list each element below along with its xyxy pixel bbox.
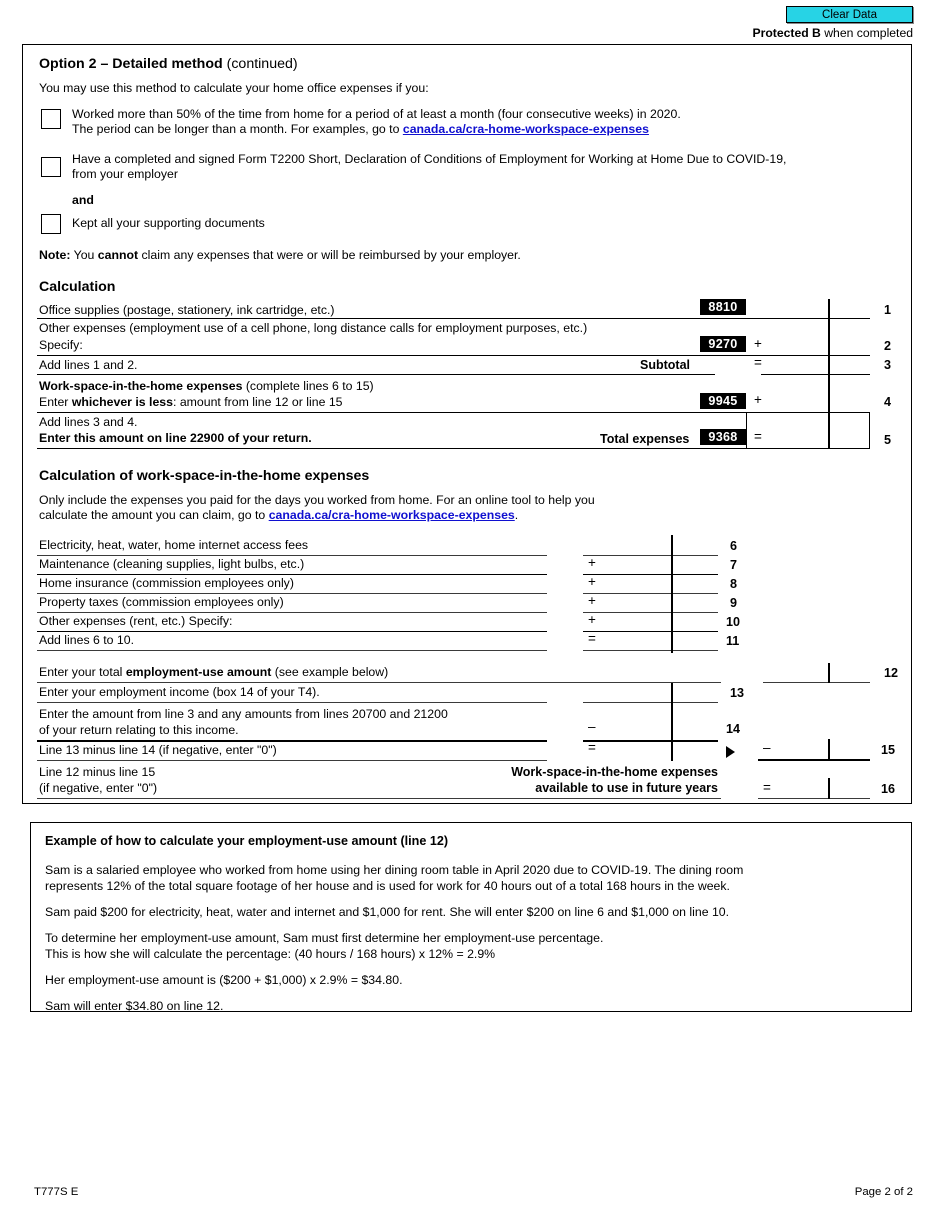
wsith-row8-operator: + bbox=[588, 574, 596, 589]
calculation-heading: Calculation bbox=[39, 279, 116, 295]
wsith-row11-number: 11 bbox=[726, 634, 740, 648]
clear-data-button[interactable] bbox=[786, 6, 913, 23]
calc-row5-amount-box[interactable] bbox=[746, 412, 870, 449]
example-paragraph-3-line2: This is how she will calculate the percentage: (40 hours / 168 hours) x 12% = 2.9% bbox=[45, 947, 496, 961]
calc-row2-code: 9270 bbox=[708, 337, 738, 351]
wsith-row11-rule-left bbox=[37, 650, 547, 651]
wsith-row15-label: Line 13 minus line 14 (if negative, enter "0") bbox=[39, 743, 277, 757]
wsith-row9-rule-left bbox=[37, 612, 547, 613]
checkbox-2-line2: from your employer bbox=[72, 167, 178, 181]
calc-row5-code-box bbox=[700, 429, 746, 445]
example-paragraph-4: Her employment-use amount is ($200 + $1,000) x 2.9% = $34.80. bbox=[45, 973, 403, 987]
wsith-row15-divider bbox=[828, 739, 830, 761]
wsith-row6-rule-left bbox=[37, 555, 547, 556]
calc-row2-code-box bbox=[700, 336, 746, 352]
wsith-row7-rule-right bbox=[583, 574, 718, 575]
calc-row1-code: 8810 bbox=[708, 300, 738, 314]
wsith-row6-label: Electricity, heat, water, home internet access fees bbox=[39, 538, 309, 552]
wsith-row8-number: 8 bbox=[730, 577, 738, 591]
wsith-row12-divider bbox=[828, 663, 830, 683]
option2-intro: You may use this method to calculate your home office expenses if you: bbox=[39, 81, 429, 95]
protected-b-bold: Protected B bbox=[752, 26, 821, 40]
calc-row4-label2-pre: Enter bbox=[39, 395, 72, 409]
protected-b-label bbox=[752, 26, 913, 40]
note-label: Note: bbox=[39, 248, 71, 262]
wsith-row15-number: 15 bbox=[881, 743, 896, 757]
protected-b-rest: when completed bbox=[820, 26, 913, 40]
and-connector: and bbox=[72, 193, 94, 207]
checkbox-1-line1: Worked more than 50% of the time from home for a period of at least a month (four consecutive weeks) in 2020. bbox=[72, 107, 681, 121]
calc-row5-number: 5 bbox=[884, 433, 892, 447]
wsith-intro-line2 bbox=[39, 508, 518, 523]
option2-heading-rest: (continued) bbox=[222, 56, 298, 72]
calc-row5-code: 9368 bbox=[708, 430, 738, 444]
wsith-row9-rule-right bbox=[583, 612, 718, 613]
checkbox-2-line1: Have a completed and signed Form T2200 Short, Declaration of Conditions of Employment for Working at Home Due to COVID-19, bbox=[72, 152, 787, 166]
option2-heading-bold: Option 2 – Detailed method bbox=[39, 56, 223, 72]
calc-row4-label2-rest: : amount from line 12 or line 15 bbox=[172, 395, 343, 409]
calc-row3-rule-right bbox=[761, 374, 870, 375]
page-number-label: Page 2 of 2 bbox=[854, 1186, 913, 1198]
carry-forward-arrow-icon bbox=[726, 746, 735, 758]
wsith-row16-rule-left bbox=[37, 798, 721, 799]
calc-row1-rule bbox=[37, 318, 870, 319]
wsith-row15-operator-left: = bbox=[588, 740, 596, 755]
wsith-row16-right-line1: Work-space-in-the-home expenses bbox=[511, 765, 718, 779]
clear-data-label: Clear Data bbox=[822, 8, 877, 21]
wsith-row14-rule-left bbox=[37, 740, 547, 742]
calc-row2-rule bbox=[37, 355, 870, 356]
wsith-6to11-divider bbox=[671, 535, 673, 653]
calc-row4-label bbox=[39, 379, 374, 394]
calc-row1-number: 1 bbox=[884, 303, 892, 317]
wsith-row8-rule-right bbox=[583, 593, 718, 594]
wsith-row8-rule-left bbox=[37, 593, 547, 594]
calc-row4-number: 4 bbox=[884, 395, 892, 409]
calc-row5-operator: = bbox=[754, 429, 762, 444]
wsith-row10-number: 10 bbox=[726, 615, 741, 629]
calc-row4-label2-bold: whichever is less bbox=[71, 395, 173, 409]
wsith-row11-operator: = bbox=[588, 631, 596, 646]
wsith-row14-label-line2: of your return relating to this income. bbox=[39, 723, 239, 737]
wsith-row16-label-line1: Line 12 minus line 15 bbox=[39, 765, 156, 779]
wsith-row10-rule-left bbox=[37, 631, 547, 632]
wsith-row9-operator: + bbox=[588, 593, 596, 608]
calc-row5-label2: Enter this amount on line 22900 of your return. bbox=[39, 431, 312, 445]
calc-row1-label: Office supplies (postage, stationery, ink cartridge, etc.) bbox=[39, 303, 335, 317]
checkbox-3-line1: Kept all your supporting documents bbox=[72, 216, 265, 230]
calc-row5-rule bbox=[37, 448, 870, 449]
wsith-row6-number: 6 bbox=[730, 539, 738, 553]
calc-vertical-divider bbox=[828, 299, 830, 449]
calc-row3-label: Add lines 1 and 2. bbox=[39, 358, 138, 372]
main-form-box bbox=[22, 44, 912, 804]
calc-row5-label: Add lines 3 and 4. bbox=[39, 415, 138, 429]
checkbox-worked-more-than-50[interactable] bbox=[41, 109, 61, 129]
calc-row3-operator: = bbox=[754, 355, 762, 370]
wsith-row7-number: 7 bbox=[730, 558, 738, 572]
wsith-row9-number: 9 bbox=[730, 596, 738, 610]
calc-row3-rule-left bbox=[37, 374, 715, 375]
calc-row2-operator: + bbox=[754, 336, 762, 351]
wsith-row16-label-line2: (if negative, enter "0") bbox=[39, 781, 158, 795]
calc-row3-number: 3 bbox=[884, 358, 892, 372]
note-cannot: cannot bbox=[97, 248, 139, 262]
form-code-label: T777S E bbox=[34, 1186, 79, 1198]
checkbox-1-line2 bbox=[72, 122, 649, 137]
wsith-intro-line1: Only include the expenses you paid for the days you worked from home. For an online tool to help you bbox=[39, 493, 595, 507]
wsith-row14-operator: – bbox=[588, 719, 596, 734]
calc-row4-label2 bbox=[39, 395, 343, 410]
calc-row2-specify: Specify: bbox=[39, 338, 83, 352]
wsith-row14-label-line1: Enter the amount from line 3 and any amounts from lines 20700 and 21200 bbox=[39, 707, 448, 721]
checkbox-t2200-short[interactable] bbox=[41, 157, 61, 177]
wsith-row12-rule-left bbox=[37, 682, 721, 683]
example-paragraph-5: Sam will enter $34.80 on line 12. bbox=[45, 999, 224, 1013]
calc-row4-label-bold: Work-space-in-the-home expenses bbox=[39, 379, 243, 393]
example-paragraph-2: Sam paid $200 for electricity, heat, water and internet and $1,000 for rent. She will enter $200 on line 6 and $1,000 on line 10. bbox=[45, 905, 730, 919]
wsith-row16-divider bbox=[828, 778, 830, 799]
wsith-row15-rule-right bbox=[758, 759, 870, 761]
note-mid: You bbox=[70, 248, 98, 262]
wsith-13to15-divider bbox=[671, 683, 673, 761]
wsith-row7-rule-left bbox=[37, 574, 547, 575]
wsith-row12-post: (see example below) bbox=[271, 665, 389, 679]
wsith-intro-post: . bbox=[514, 508, 519, 522]
wsith-row10-rule-right bbox=[583, 631, 718, 632]
wsith-row11-label: Add lines 6 to 10. bbox=[39, 633, 135, 647]
wsith-row6-rule-right bbox=[583, 555, 718, 556]
checkbox-1-line2-pre: The period can be longer than a month. For examples, go to bbox=[72, 122, 403, 136]
option2-heading bbox=[39, 56, 298, 72]
wsith-row12-label bbox=[39, 665, 388, 680]
wsith-row12-rule-right bbox=[763, 682, 870, 683]
wsith-row14-number: 14 bbox=[726, 722, 741, 736]
wsith-intro-pre: calculate the amount you can claim, go to bbox=[39, 508, 269, 522]
calc-row4-code: 9945 bbox=[708, 394, 738, 408]
example-paragraph-1-line1: Sam is a salaried employee who worked from home using her dining room table in April 2020 due to COVID-19. The dining room bbox=[45, 863, 744, 877]
checkbox-kept-documents[interactable] bbox=[41, 214, 61, 234]
calc-row5-total-label: Total expenses bbox=[600, 432, 690, 446]
wsith-row14-rule-right bbox=[583, 740, 718, 742]
note-rest: claim any expenses that were or will be reimbursed by your employer. bbox=[138, 248, 521, 262]
wsith-row12-pre: Enter your total bbox=[39, 665, 126, 679]
wsith-row13-rule-left bbox=[37, 702, 547, 703]
calc-row4-operator: + bbox=[754, 392, 762, 407]
calc-row1-code-box bbox=[700, 299, 746, 315]
wsith-row11-rule-right bbox=[583, 650, 718, 651]
cra-workspace-link-2[interactable]: canada.ca/cra-home-workspace-expenses bbox=[268, 508, 515, 522]
example-box bbox=[30, 822, 912, 1012]
wsith-row13-number: 13 bbox=[730, 686, 745, 700]
wsith-row9-label: Property taxes (commission employees only) bbox=[39, 595, 284, 609]
example-paragraph-3-line1: To determine her employment-use amount, Sam must first determine her employment-use percentage. bbox=[45, 931, 604, 945]
calc-row2-number: 2 bbox=[884, 339, 892, 353]
example-paragraph-1-line2: represents 12% of the total square footage of her house and is used for work for 40 hours out of a total 168 hours in the week. bbox=[45, 879, 730, 893]
wsith-row13-rule-right bbox=[583, 702, 718, 703]
wsith-row16-rule-right bbox=[758, 798, 870, 799]
wsith-heading: Calculation of work-space-in-the-home expenses bbox=[39, 468, 370, 484]
wsith-row16-right-line2: available to use in future years bbox=[535, 781, 718, 795]
wsith-row10-operator: + bbox=[588, 612, 596, 627]
calc-row4-label-rest: (complete lines 6 to 15) bbox=[242, 379, 374, 393]
wsith-row8-label: Home insurance (commission employees only) bbox=[39, 576, 294, 590]
calc-row2-label: Other expenses (employment use of a cell phone, long distance calls for employment purposes, etc.) bbox=[39, 321, 588, 335]
calc-row4-code-box bbox=[700, 393, 746, 409]
wsith-row16-number: 16 bbox=[881, 782, 896, 796]
cra-workspace-link-1[interactable]: canada.ca/cra-home-workspace-expenses bbox=[402, 122, 649, 136]
wsith-row15-rule-left bbox=[37, 760, 547, 761]
wsith-row13-label: Enter your employment income (box 14 of your T4). bbox=[39, 685, 320, 699]
wsith-row12-number: 12 bbox=[884, 666, 899, 680]
wsith-row16-operator: = bbox=[763, 780, 771, 795]
wsith-row7-label: Maintenance (cleaning supplies, light bulbs, etc.) bbox=[39, 557, 305, 571]
example-title: Example of how to calculate your employment-use amount (line 12) bbox=[45, 834, 449, 848]
wsith-row15-operator-right: – bbox=[763, 740, 771, 755]
calc-row3-subtotal-label: Subtotal bbox=[640, 358, 690, 372]
wsith-row12-bold: employment-use amount bbox=[125, 665, 272, 679]
wsith-row10-label: Other expenses (rent, etc.) Specify: bbox=[39, 614, 233, 628]
wsith-row7-operator: + bbox=[588, 555, 596, 570]
reimbursement-note bbox=[39, 248, 521, 263]
